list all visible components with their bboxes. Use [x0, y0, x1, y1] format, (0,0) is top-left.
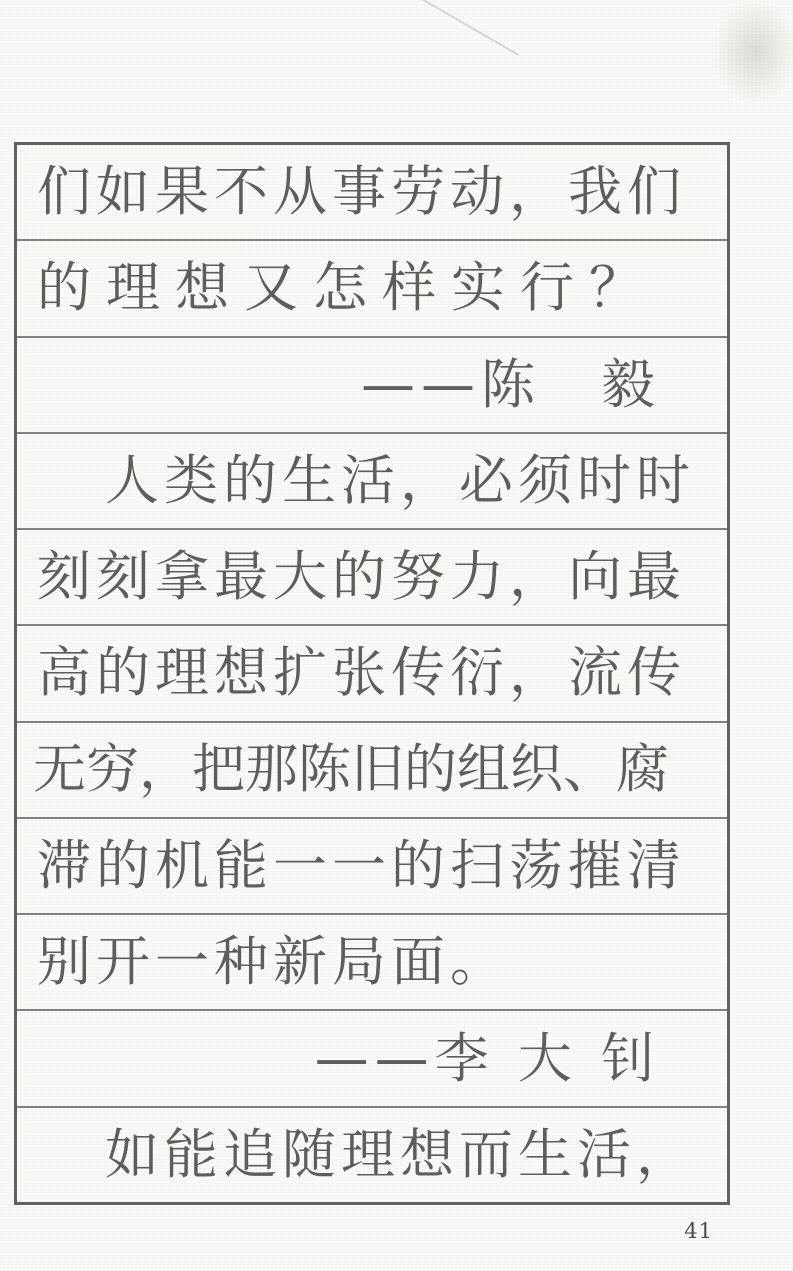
handwriting-text: 高的理想扩张传衍，流传	[37, 641, 686, 705]
handwriting-text: 无穷，把那陈旧的组织、腐	[33, 739, 669, 801]
copybook-row	[17, 434, 727, 530]
handwriting-text: 们如果不从事劳动，我们	[37, 160, 686, 224]
copybook-row	[17, 530, 727, 626]
copybook-row	[17, 241, 727, 337]
copybook-row	[17, 915, 727, 1011]
handwriting-text: 人类的生活，必须时时	[105, 448, 695, 512]
handwriting-text: ——李 大 钊	[314, 1026, 661, 1090]
handwriting-text: 如能追随理想而生活，	[105, 1122, 695, 1186]
handwriting-text: 滞的机能一一的扫荡摧清	[37, 833, 686, 897]
copybook-row	[17, 145, 727, 241]
copybook-row-attribution-chen-yi	[17, 338, 727, 434]
copybook-row	[17, 819, 727, 915]
scan-scratch-mark	[414, 0, 519, 56]
copybook-row	[17, 1108, 727, 1202]
copybook-row	[17, 626, 727, 722]
handwriting-text: 刻刻拿最大的努力，向最	[37, 545, 686, 609]
copybook-row-attribution-li-dazhao	[17, 1011, 727, 1107]
copybook-row	[17, 723, 727, 819]
handwriting-text: 的理想又怎样实行？	[37, 256, 658, 320]
handwriting-text: ——陈 毅	[361, 352, 661, 416]
page-number: 41	[684, 1219, 713, 1243]
scan-corner-smudge	[695, 0, 793, 126]
copybook-grid	[14, 142, 730, 1205]
handwriting-text: 别开一种新局面。	[37, 930, 509, 994]
